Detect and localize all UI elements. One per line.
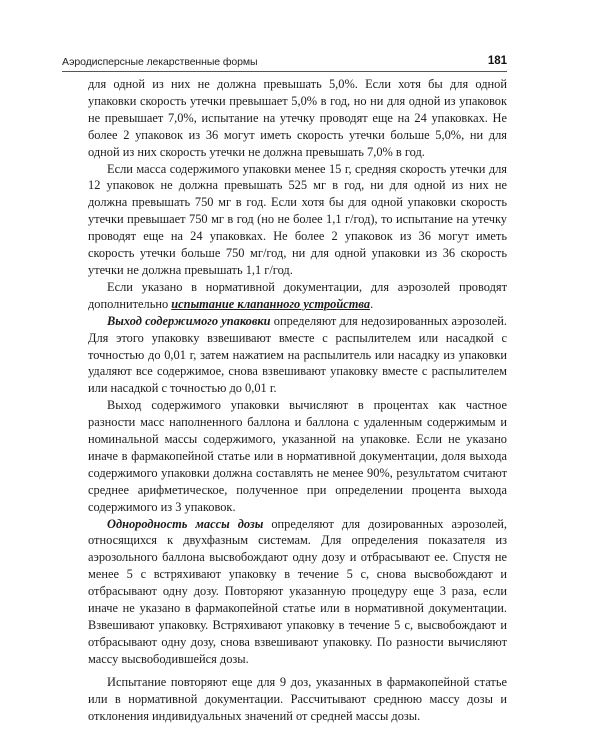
paragraph-leakage-continued: для одной из них не должна превышать 5,0%. Если хотя бы для одной упаковки скорость утечки превышает 5,0% в год, но ни для одной из упаковок не превышает 7,0%, испытание на утечку проводят еще на 24 упаковках. Не более 2 упаковок из 36 могут иметь скорость утечки больше 5,0%, ни для одной из них скорость утечки не должна превышать 7,0% в год.	[88, 77, 507, 159]
paragraph-text: определяют для дозированных аэрозолей, относящихся к двухфазным системам. Для определения показателя из аэрозольного баллона высвобождают одну дозу и отбрасывают ее. Спустя не менее 5 с встряхивают упаковку в течение 5 с, снова высвобождают и отбрасывают одну дозу. Повторяют указанную процедуру еще 3 раза, если иначе не указано в фармакопейной статье или в нормативной документации. Взвешивают упаковку. Встряхивают упаковку в течение 5 с, высвобождают и отбрасывают одну дозу, снова взвешивают упаковку. По разности вычисляют массу высвободившейся дозы.	[88, 516, 507, 666]
paragraph-content-output	[88, 313, 507, 398]
term-valve-test: испытание клапанного устройства	[171, 296, 371, 311]
header-rule	[62, 71, 507, 72]
paragraph-text: Если указано в нормативной документации, для аэрозолей проводят дополнительно	[88, 279, 507, 311]
paragraph-valve-test	[88, 279, 507, 313]
paragraph-text: определяют для недозированных аэрозолей. Для этого упаковку взвешивают вместе с распылителем или насадкой с точностью до 0,01 г, затем нажатием на распылитель или насадку из упаковки удаляют все содержимое, снова взвешивают упаковку вместе с распылителем или насадкой с точностью до 0,01 г.	[88, 313, 507, 396]
page-body	[88, 76, 507, 724]
running-header-title: Аэродисперсные лекарственные формы	[62, 56, 258, 68]
paragraph-output-calculation: Выход содержимого упаковки вычисляют в процентах как частное разности масс наполненного баллона и баллона с удаленным содержимым и номинальной массы содержимого, указанной на упаковке. Если не указано иначе в фармакопейной статье или в нормативной документации, доля выхода содержимого упаковки должна составлять не менее 90%, результатом считают среднее арифметическое, полученное при определении процента выхода содержимого из 3 упаковок.	[88, 398, 507, 514]
paragraph-repeat-test: Испытание повторяют еще для 9 доз, указанных в фармакопейной статье или в нормативной документации. Рассчитывают среднюю массу дозы и отклонения индивидуальных значений от средней массы дозы.	[88, 674, 507, 723]
paragraph-text: .	[370, 296, 374, 311]
term-content-output: Выход содержимого упаковки	[107, 313, 271, 328]
paragraph-leakage-small-mass: Если масса содержимого упаковки менее 15 г, средняя скорость утечки для 12 упаковок не должна превышать 525 мг в год, ни для одной из них не должна превышать 750 мг в год. Если хотя бы для одной упаковки скорость утечки превышает 750 мг в год (но не более 1,1 г/год), то испытание на утечку проводят еще на 24 упаковках. Не более 2 упаковок из 36 могут иметь скорость утечки больше 750 мг/год, ни для одной упаковки из 36 скорость утечки не должна превышать 1,1 г/год.	[88, 161, 507, 277]
page-number: 181	[487, 55, 507, 67]
paragraph-dose-uniformity	[88, 516, 507, 668]
term-dose-uniformity: Однородность массы дозы	[107, 516, 264, 531]
